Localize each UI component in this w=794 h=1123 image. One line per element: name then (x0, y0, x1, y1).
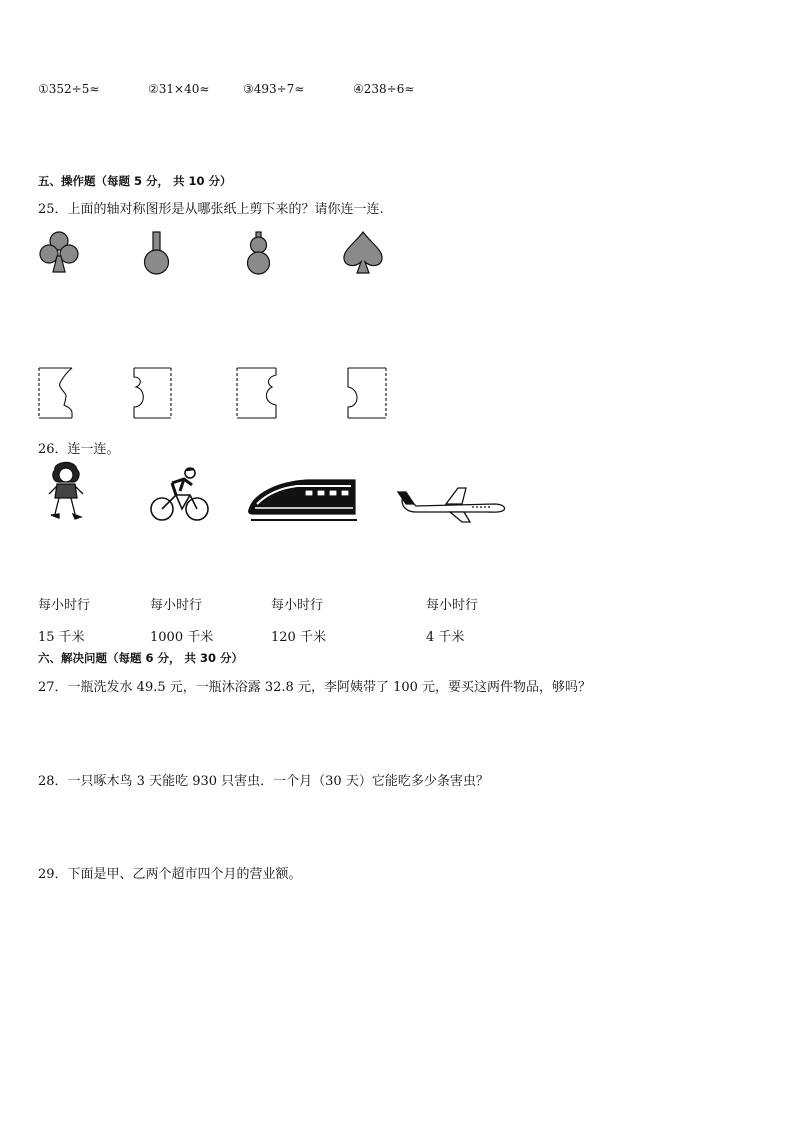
folded-paper-3-icon (236, 367, 278, 419)
club-shape-icon (38, 230, 80, 276)
section-5-heading: 五、操作题（每题 5 分， 共 10 分） (38, 174, 232, 188)
question-27: 27．一瓶洗发水 49.5 元，一瓶沐浴露 32.8 元，李阿姨带了 100 元，要买这两件物品，够吗？ (38, 680, 592, 695)
child-walking-icon (45, 460, 89, 522)
speed-value-3: 120 千米 (271, 630, 326, 645)
spade-shape-icon (340, 230, 386, 276)
folded-paper-2-icon (130, 367, 172, 419)
question-26: 26．连一连。 (38, 442, 120, 457)
question-28: 28．一只啄木鸟 3 天能吃 930 只害虫．一个月（30 天）它能吃多少条害虫？ (38, 774, 489, 789)
estimate-item-4: ④238÷6≈ (353, 82, 415, 96)
question-25: 25．上面的轴对称图形是从哪张纸上剪下来的？请你连一连. (38, 202, 384, 217)
speed-value-1: 15 千米 (38, 630, 85, 645)
speed-value-4: 4 千米 (426, 630, 465, 645)
question-29: 29．下面是甲、乙两个超市四个月的营业额。 (38, 867, 302, 882)
airplane-icon (396, 486, 508, 524)
speed-label-1: 每小时行 (38, 598, 91, 613)
estimate-item-2: ②31×40≈ (148, 82, 210, 96)
estimate-item-1: ①352÷5≈ (38, 82, 100, 96)
speed-label-4: 每小时行 (426, 598, 479, 613)
cyclist-icon (150, 465, 210, 525)
speed-label-3: 每小时行 (271, 598, 324, 613)
high-speed-train-icon (247, 476, 359, 526)
estimate-item-3: ③493÷7≈ (243, 82, 305, 96)
speed-label-2: 每小时行 (150, 598, 203, 613)
folded-paper-1-icon (38, 367, 80, 419)
section-6-heading: 六、解决问题（每题 6 分， 共 30 分） (38, 651, 244, 665)
ladle-shape-icon (140, 230, 174, 276)
speed-value-2: 1000 千米 (150, 630, 214, 645)
folded-paper-4-icon (344, 367, 388, 419)
gourd-shape-icon (242, 230, 276, 276)
